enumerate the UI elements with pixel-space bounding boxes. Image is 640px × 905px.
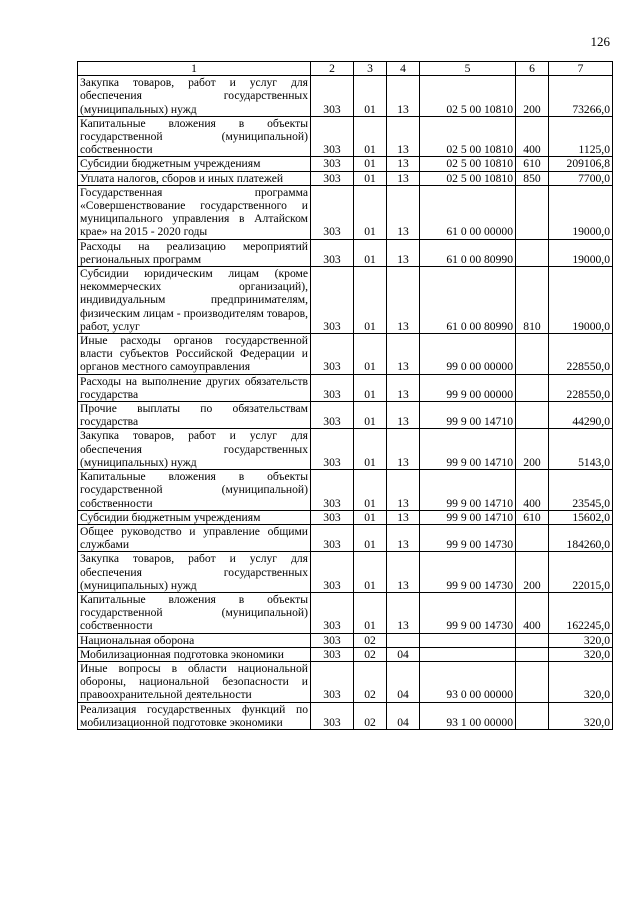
table-row	[78, 267, 613, 334]
section-cell: 02	[354, 647, 387, 661]
department-code-cell: 303	[311, 524, 354, 551]
target-article-cell: 61 0 00 80990	[420, 239, 516, 266]
department-code-cell: 303	[311, 334, 354, 375]
expense-kind-cell	[516, 402, 549, 429]
target-article-cell: 61 0 00 00000	[420, 185, 516, 239]
department-code-cell: 303	[311, 157, 354, 171]
target-article-cell	[420, 633, 516, 647]
section-cell: 02	[354, 661, 387, 702]
subsection-cell: 13	[387, 552, 420, 593]
amount-cell: 184260,0	[549, 524, 613, 551]
department-code-cell: 303	[311, 702, 354, 729]
department-code-cell: 303	[311, 647, 354, 661]
expense-kind-cell: 810	[516, 267, 549, 334]
section-cell: 01	[354, 402, 387, 429]
target-article-cell: 99 9 00 14710	[420, 402, 516, 429]
subsection-cell: 04	[387, 661, 420, 702]
section-cell: 01	[354, 157, 387, 171]
department-code-cell: 303	[311, 116, 354, 157]
expense-kind-cell: 610	[516, 510, 549, 524]
amount-cell: 228550,0	[549, 334, 613, 375]
table-row	[78, 239, 613, 266]
item-name-cell: Капитальные вложения в объекты государственной (муниципальной) собственности	[78, 592, 311, 633]
subsection-cell: 04	[387, 647, 420, 661]
section-cell: 01	[354, 116, 387, 157]
subsection-cell: 13	[387, 116, 420, 157]
department-code-cell: 303	[311, 552, 354, 593]
table-row	[78, 524, 613, 551]
table-row	[78, 171, 613, 185]
target-article-cell: 02 5 00 10810	[420, 171, 516, 185]
target-article-cell: 99 9 00 00000	[420, 374, 516, 401]
subsection-cell: 13	[387, 76, 420, 117]
target-article-cell: 02 5 00 10810	[420, 157, 516, 171]
amount-cell: 320,0	[549, 647, 613, 661]
item-name-cell: Реализация государственных функций по мобилизационной подготовке экономики	[78, 702, 311, 729]
target-article-cell: 99 9 00 14730	[420, 552, 516, 593]
target-article-cell: 02 5 00 10810	[420, 116, 516, 157]
section-cell: 02	[354, 633, 387, 647]
table-row	[78, 429, 613, 470]
amount-cell: 19000,0	[549, 267, 613, 334]
section-cell: 01	[354, 470, 387, 511]
item-name-cell: Капитальные вложения в объекты государственной (муниципальной) собственности	[78, 470, 311, 511]
table-row	[78, 76, 613, 117]
subsection-cell: 04	[387, 702, 420, 729]
item-name-cell: Капитальные вложения в объекты государственной (муниципальной) собственности	[78, 116, 311, 157]
header-cell: 6	[516, 62, 549, 76]
table-row	[78, 374, 613, 401]
department-code-cell: 303	[311, 267, 354, 334]
item-name-cell: Субсидии юридическим лицам (кроме некоммерческих организаций), индивидуальным предпринимателям, физическим лицам - производителям товаров, работ, услуг	[78, 267, 311, 334]
subsection-cell: 13	[387, 239, 420, 266]
expense-kind-cell: 850	[516, 171, 549, 185]
table-row	[78, 633, 613, 647]
subsection-cell: 13	[387, 185, 420, 239]
expense-kind-cell	[516, 661, 549, 702]
subsection-cell	[387, 633, 420, 647]
department-code-cell: 303	[311, 239, 354, 266]
department-code-cell: 303	[311, 185, 354, 239]
table-row	[78, 592, 613, 633]
item-name-cell: Закупка товаров, работ и услуг для обеспечения государственных (муниципальных) нужд	[78, 76, 311, 117]
table-row	[78, 185, 613, 239]
header-cell: 5	[420, 62, 516, 76]
budget-table	[77, 61, 613, 730]
section-cell: 01	[354, 185, 387, 239]
amount-cell: 19000,0	[549, 239, 613, 266]
section-cell: 01	[354, 267, 387, 334]
target-article-cell: 99 9 00 14710	[420, 510, 516, 524]
table-row	[78, 334, 613, 375]
subsection-cell: 13	[387, 524, 420, 551]
item-name-cell: Расходы на реализацию мероприятий региональных программ	[78, 239, 311, 266]
amount-cell: 320,0	[549, 661, 613, 702]
section-cell: 01	[354, 171, 387, 185]
subsection-cell: 13	[387, 157, 420, 171]
subsection-cell: 13	[387, 374, 420, 401]
item-name-cell: Субсидии бюджетным учреждениям	[78, 157, 311, 171]
department-code-cell: 303	[311, 510, 354, 524]
header-cell: 4	[387, 62, 420, 76]
amount-cell: 23545,0	[549, 470, 613, 511]
amount-cell: 19000,0	[549, 185, 613, 239]
amount-cell: 228550,0	[549, 374, 613, 401]
item-name-cell: Иные расходы органов государственной власти субъектов Российской Федерации и органов местного самоуправления	[78, 334, 311, 375]
header-cell: 3	[354, 62, 387, 76]
amount-cell: 22015,0	[549, 552, 613, 593]
item-name-cell: Прочие выплаты по обязательствам государства	[78, 402, 311, 429]
page-number: 126	[590, 34, 610, 49]
expense-kind-cell: 200	[516, 76, 549, 117]
table-row	[78, 402, 613, 429]
expense-kind-cell	[516, 702, 549, 729]
target-article-cell	[420, 647, 516, 661]
item-name-cell: Национальная оборона	[78, 633, 311, 647]
section-cell: 01	[354, 429, 387, 470]
department-code-cell: 303	[311, 470, 354, 511]
amount-cell: 320,0	[549, 702, 613, 729]
expense-kind-cell	[516, 633, 549, 647]
expense-kind-cell: 200	[516, 552, 549, 593]
item-name-cell: Общее руководство и управление общими службами	[78, 524, 311, 551]
section-cell: 01	[354, 374, 387, 401]
expense-kind-cell	[516, 185, 549, 239]
section-cell: 01	[354, 510, 387, 524]
department-code-cell: 303	[311, 76, 354, 117]
section-cell: 01	[354, 334, 387, 375]
expense-kind-cell	[516, 647, 549, 661]
table-row	[78, 647, 613, 661]
amount-cell: 209106,8	[549, 157, 613, 171]
subsection-cell: 13	[387, 470, 420, 511]
expense-kind-cell	[516, 239, 549, 266]
expense-kind-cell	[516, 374, 549, 401]
target-article-cell: 99 9 00 14730	[420, 592, 516, 633]
expense-kind-cell: 200	[516, 429, 549, 470]
expense-kind-cell: 610	[516, 157, 549, 171]
department-code-cell: 303	[311, 171, 354, 185]
department-code-cell: 303	[311, 374, 354, 401]
department-code-cell: 303	[311, 402, 354, 429]
department-code-cell: 303	[311, 429, 354, 470]
target-article-cell: 61 0 00 80990	[420, 267, 516, 334]
subsection-cell: 13	[387, 510, 420, 524]
table-row	[78, 157, 613, 171]
amount-cell: 7700,0	[549, 171, 613, 185]
expense-kind-cell	[516, 524, 549, 551]
item-name-cell: Закупка товаров, работ и услуг для обеспечения государственных (муниципальных) нужд	[78, 429, 311, 470]
table-row	[78, 470, 613, 511]
expense-kind-cell	[516, 334, 549, 375]
subsection-cell: 13	[387, 334, 420, 375]
department-code-cell: 303	[311, 592, 354, 633]
section-cell: 01	[354, 76, 387, 117]
section-cell: 01	[354, 239, 387, 266]
target-article-cell: 99 9 00 14730	[420, 524, 516, 551]
table-row	[78, 510, 613, 524]
section-cell: 01	[354, 552, 387, 593]
amount-cell: 162245,0	[549, 592, 613, 633]
expense-kind-cell: 400	[516, 116, 549, 157]
table-row	[78, 702, 613, 729]
target-article-cell: 99 9 00 14710	[420, 470, 516, 511]
amount-cell: 5143,0	[549, 429, 613, 470]
item-name-cell: Расходы на выполнение других обязательств государства	[78, 374, 311, 401]
amount-cell: 1125,0	[549, 116, 613, 157]
target-article-cell: 99 9 00 14710	[420, 429, 516, 470]
header-row	[78, 62, 613, 76]
table-row	[78, 661, 613, 702]
subsection-cell: 13	[387, 429, 420, 470]
section-cell: 01	[354, 524, 387, 551]
item-name-cell: Уплата налогов, сборов и иных платежей	[78, 171, 311, 185]
target-article-cell: 93 0 00 00000	[420, 661, 516, 702]
amount-cell: 73266,0	[549, 76, 613, 117]
amount-cell: 320,0	[549, 633, 613, 647]
item-name-cell: Мобилизационная подготовка экономики	[78, 647, 311, 661]
header-cell: 7	[549, 62, 613, 76]
expense-kind-cell: 400	[516, 592, 549, 633]
expense-kind-cell: 400	[516, 470, 549, 511]
section-cell: 01	[354, 592, 387, 633]
target-article-cell: 99 0 00 00000	[420, 334, 516, 375]
item-name-cell: Иные вопросы в области национальной обороны, национальной безопасности и правоохранительной деятельности	[78, 661, 311, 702]
item-name-cell: Закупка товаров, работ и услуг для обеспечения государственных (муниципальных) нужд	[78, 552, 311, 593]
amount-cell: 15602,0	[549, 510, 613, 524]
target-article-cell: 93 1 00 00000	[420, 702, 516, 729]
item-name-cell: Субсидии бюджетным учреждениям	[78, 510, 311, 524]
target-article-cell: 02 5 00 10810	[420, 76, 516, 117]
table-row	[78, 552, 613, 593]
subsection-cell: 13	[387, 267, 420, 334]
department-code-cell: 303	[311, 633, 354, 647]
subsection-cell: 13	[387, 592, 420, 633]
department-code-cell: 303	[311, 661, 354, 702]
amount-cell: 44290,0	[549, 402, 613, 429]
header-cell: 2	[311, 62, 354, 76]
subsection-cell: 13	[387, 402, 420, 429]
item-name-cell: Государственная программа «Совершенствование государственного и муниципального управления в Алтайском крае» на 2015 - 2020 годы	[78, 185, 311, 239]
header-cell: 1	[78, 62, 311, 76]
section-cell: 02	[354, 702, 387, 729]
subsection-cell: 13	[387, 171, 420, 185]
table-row	[78, 116, 613, 157]
